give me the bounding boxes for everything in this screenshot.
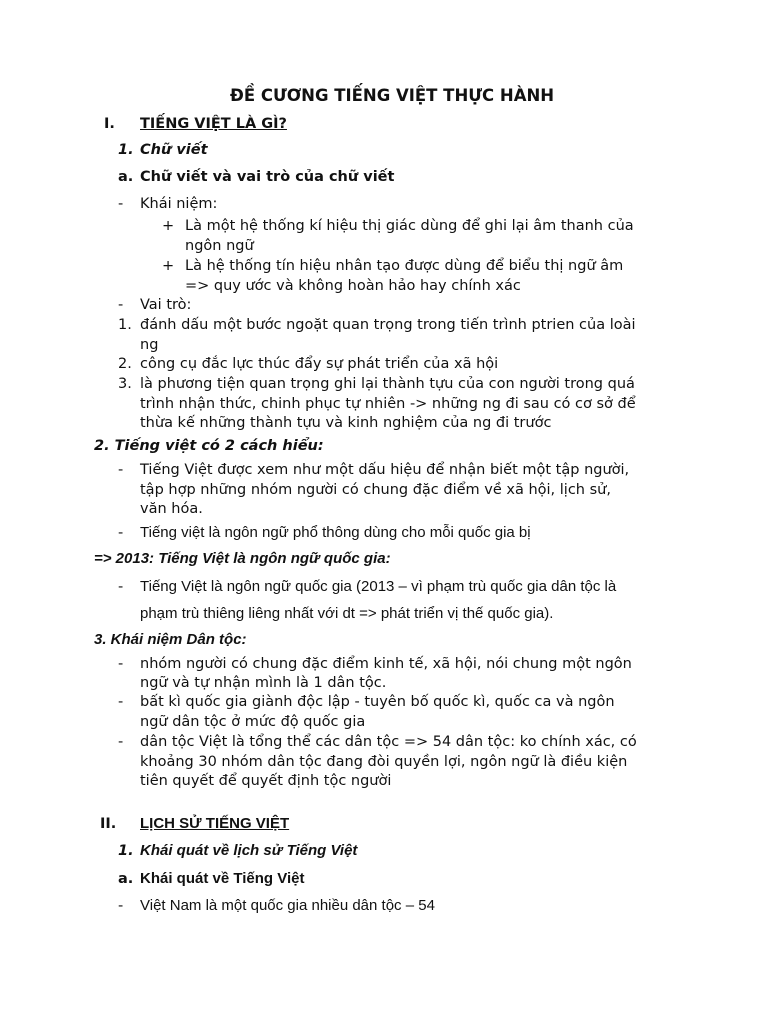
vai-tro-3-line-3: thừa kế những thành tựu và kinh nghiệm của ng đi trước — [140, 415, 552, 431]
bullet-dash: - — [118, 898, 124, 914]
vai-tro-3-line-2: trình nhận thức, chinh phục tự nhiên -> những ng đi sau có cơ sở để — [140, 396, 636, 412]
list-number: 2. — [118, 356, 132, 372]
document-title: ĐỀ CƯƠNG TIẾNG VIỆT THỰC HÀNH — [230, 86, 555, 105]
dan-toc-3-line-2: khoảng 30 nhóm dân tộc đang đòi quyền lợi, ngôn ngữ là điều kiện — [140, 754, 628, 770]
khai-niem-2-line-2: => quy ước và không hoàn hảo hay chính xác — [185, 278, 521, 294]
dan-toc-1-line-1: nhóm người có chung đặc điểm kinh tế, xã hội, nói chung một ngôn — [140, 656, 632, 672]
section-1-heading: TIẾNG VIỆT LÀ GÌ? — [140, 116, 287, 132]
cach-hieu-1-line-1: Tiếng Việt được xem như một dấu hiệu để nhận biết một tập người, — [140, 462, 630, 478]
dan-toc-2-line-1: bất kì quốc gia giành độc lập - tuyên bố quốc kì, quốc ca và ngôn — [140, 694, 615, 710]
quoc-gia-line-2: phạm trù thiêng liêng nhất với dt => phát triển vị thế quốc gia). — [140, 605, 554, 622]
khai-niem-1-line-1: Là một hệ thống kí hiệu thị giác dùng để ghi lại âm thanh của — [185, 218, 634, 234]
bullet-plus: + — [162, 218, 175, 234]
quoc-gia-line-1: Tiếng Việt là ngôn ngữ quốc gia (2013 – vì phạm trù quốc gia dân tộc là — [140, 578, 617, 595]
subsection-3-heading: 3. Khái niệm Dân tộc: — [94, 631, 247, 648]
section-2-heading: LỊCH SỬ TIẾNG VIỆT — [140, 815, 290, 832]
cach-hieu-1-line-3: văn hóa. — [140, 501, 203, 517]
dan-toc-2-line-2: ngữ dân tộc ở mức độ quốc gia — [140, 714, 366, 730]
dan-toc-3-line-3: tiên quyết để quyết định tộc người — [140, 773, 392, 789]
bullet-dash: - — [118, 656, 124, 672]
subsection-a-heading: Chữ viết và vai trò của chữ viết — [140, 169, 395, 185]
cach-hieu-2: Tiếng việt là ngôn ngữ phổ thông dùng cho mỗi quốc gia bị — [140, 524, 531, 541]
section-2-subsection-a-letter: a. — [118, 871, 134, 887]
bullet-dash: - — [118, 462, 124, 478]
vai-tro-1-line-2: ng — [140, 337, 159, 353]
vai-tro-label: Vai trò: — [140, 297, 192, 313]
bullet-dash: - — [118, 525, 124, 541]
section-2-subsection-1-number: 1. — [118, 843, 134, 859]
vai-tro-2: công cụ đắc lực thúc đẩy sự phát triển của xã hội — [140, 356, 499, 372]
section-2-subsection-1-heading: Khái quát về lịch sử Tiếng Việt — [140, 842, 358, 859]
section-2-subsection-a-heading: Khái quát về Tiếng Việt — [140, 870, 305, 887]
khai-niem-label: Khái niệm: — [140, 196, 218, 212]
vai-tro-3-line-1: là phương tiện quan trọng ghi lại thành tựu của con người trong quá — [140, 376, 635, 392]
bullet-dash: - — [118, 196, 124, 212]
section-2-item-1: Việt Nam là một quốc gia nhiều dân tộc – 54 — [140, 897, 435, 914]
year-2013-heading: => 2013: Tiếng Việt là ngôn ngữ quốc gia: — [94, 550, 391, 567]
subsection-a-letter: a. — [118, 169, 134, 185]
bullet-dash: - — [118, 579, 124, 595]
section-2-number: II. — [100, 816, 117, 832]
section-1-number: I. — [104, 116, 115, 132]
dan-toc-1-line-2: ngữ và tự nhận mình là 1 dân tộc. — [140, 675, 387, 691]
khai-niem-1-line-2: ngôn ngữ — [185, 238, 254, 254]
list-number: 1. — [118, 317, 132, 333]
khai-niem-2-line-1: Là hệ thống tín hiệu nhân tạo được dùng để biểu thị ngữ âm — [185, 258, 624, 274]
subsection-1-number: 1. — [118, 142, 134, 158]
bullet-dash: - — [118, 297, 124, 313]
vai-tro-1-line-1: đánh dấu một bước ngoặt quan trọng trong tiến trình ptrien của loài — [140, 317, 636, 333]
cach-hieu-1-line-2: tập hợp những nhóm người có chung đặc điểm về xã hội, lịch sử, — [140, 482, 611, 498]
bullet-plus: + — [162, 258, 175, 274]
bullet-dash: - — [118, 694, 124, 710]
bullet-dash: - — [118, 734, 124, 750]
subsection-2-heading: 2. Tiếng việt có 2 cách hiểu: — [94, 438, 324, 454]
list-number: 3. — [118, 376, 132, 392]
subsection-1-heading: Chữ viết — [140, 142, 208, 158]
dan-toc-3-line-1: dân tộc Việt là tổng thể các dân tộc => 54 dân tộc: ko chính xác, có — [140, 734, 637, 750]
